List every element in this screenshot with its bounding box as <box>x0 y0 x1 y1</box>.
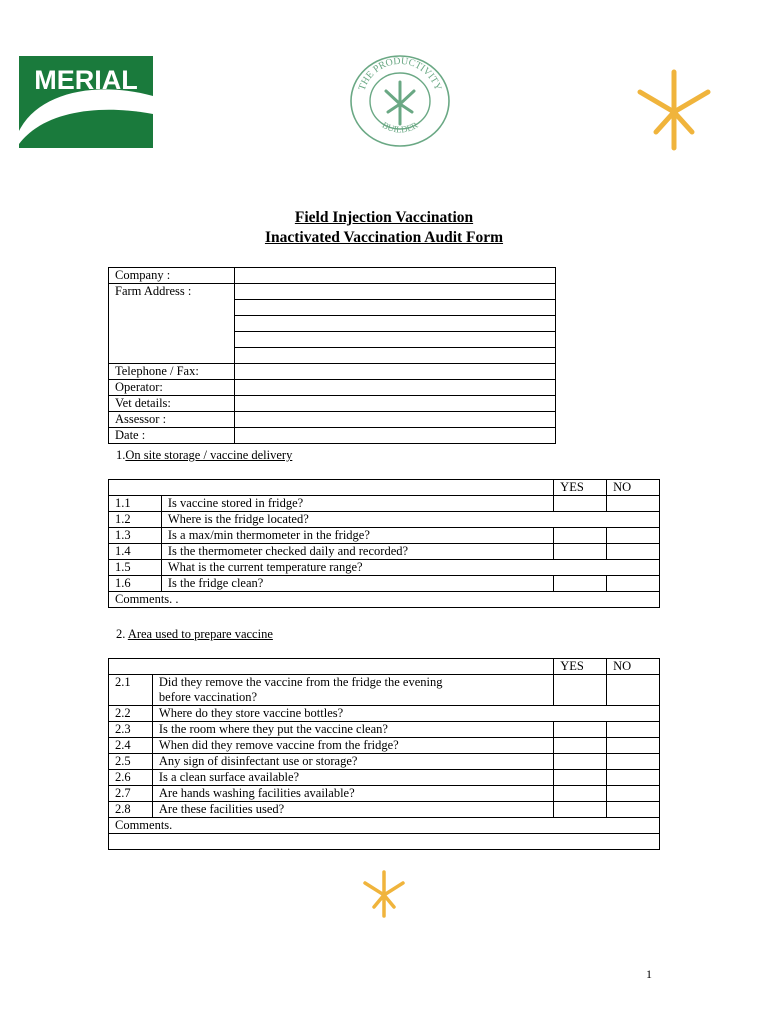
no-cell[interactable] <box>607 802 660 818</box>
row-question-line1: Did they remove the vaccine from the fridge the evening <box>158 675 443 689</box>
no-cell[interactable] <box>607 786 660 802</box>
row-question: Is the room where they put the vaccine clean? <box>152 722 553 738</box>
yes-cell[interactable] <box>554 802 607 818</box>
farm-address-field-5[interactable] <box>234 348 555 364</box>
table-row <box>109 754 660 770</box>
yes-cell[interactable] <box>554 786 607 802</box>
row-number: 1.4 <box>109 544 162 560</box>
farm-address-label: Farm Address : <box>109 284 235 364</box>
operator-field[interactable] <box>234 380 555 396</box>
row-number: 1.2 <box>109 512 162 528</box>
vet-details-field[interactable] <box>234 396 555 412</box>
row-question: Where is the fridge located? <box>161 512 659 528</box>
row-question: Is the fridge clean? <box>161 576 553 592</box>
no-cell[interactable] <box>607 576 660 592</box>
no-cell[interactable] <box>607 544 660 560</box>
row-question: Where do they store vaccine bottles? <box>152 706 659 722</box>
section1-comments[interactable]: Comments. . <box>109 592 660 608</box>
row-number: 1.5 <box>109 560 162 576</box>
yes-cell[interactable] <box>554 675 607 706</box>
yes-cell[interactable] <box>554 544 607 560</box>
page-number: 1 <box>646 967 652 981</box>
row-number: 2.6 <box>109 770 153 786</box>
row-question: Is vaccine stored in fridge? <box>161 496 553 512</box>
row-question <box>152 675 553 706</box>
row-number: 1.3 <box>109 528 162 544</box>
form-title-line1: Field Injection Vaccination <box>294 209 474 226</box>
svg-text:MERIAL: MERIAL <box>34 65 138 95</box>
section1-heading <box>116 448 292 463</box>
section1-table <box>108 479 660 608</box>
section1-number: 1. <box>116 448 126 462</box>
table-row <box>109 576 660 592</box>
yes-header: YES <box>554 480 607 496</box>
svg-text:THE PRODUCTIVITY: THE PRODUCTIVITY <box>356 55 444 93</box>
table-row <box>109 512 660 528</box>
row-number: 2.8 <box>109 802 153 818</box>
farm-address-field-4[interactable] <box>234 332 555 348</box>
farm-address-field-2[interactable] <box>234 300 555 316</box>
yes-cell[interactable] <box>554 496 607 512</box>
row-number: 2.7 <box>109 786 153 802</box>
telephone-label: Telephone / Fax: <box>109 364 235 380</box>
table-row <box>109 802 660 818</box>
row-question: Is the thermometer checked daily and recorded? <box>161 544 553 560</box>
info-table <box>108 267 556 444</box>
chicken-foot-bottom-icon <box>362 869 406 919</box>
vet-details-label: Vet details: <box>109 396 235 412</box>
date-label: Date : <box>109 428 235 444</box>
row-number: 2.2 <box>109 706 153 722</box>
svg-text:BUILDER: BUILDER <box>380 119 420 135</box>
merial-logo <box>19 56 153 148</box>
no-cell[interactable] <box>607 754 660 770</box>
row-number: 1.1 <box>109 496 162 512</box>
no-header: NO <box>607 659 660 675</box>
row-number: 2.5 <box>109 754 153 770</box>
telephone-field[interactable] <box>234 364 555 380</box>
section2-header-blank <box>109 659 554 675</box>
yes-cell[interactable] <box>554 770 607 786</box>
table-row <box>109 528 660 544</box>
operator-label: Operator: <box>109 380 235 396</box>
section2-table <box>108 658 660 850</box>
row-question: Are these facilities used? <box>152 802 553 818</box>
no-cell[interactable] <box>607 722 660 738</box>
table-row <box>109 496 660 512</box>
row-question: Any sign of disinfectant use or storage? <box>152 754 553 770</box>
yes-cell[interactable] <box>554 528 607 544</box>
assessor-label: Assessor : <box>109 412 235 428</box>
row-number: 2.4 <box>109 738 153 754</box>
table-row <box>109 722 660 738</box>
no-cell[interactable] <box>607 770 660 786</box>
row-question: Is a clean surface available? <box>152 770 553 786</box>
no-header: NO <box>607 480 660 496</box>
table-row <box>109 544 660 560</box>
no-cell[interactable] <box>607 675 660 706</box>
assessor-field[interactable] <box>234 412 555 428</box>
section2-title: Area used to prepare vaccine <box>127 627 273 641</box>
section2-number: 2. <box>116 627 126 641</box>
section2-heading <box>116 627 273 642</box>
row-question: Is a max/min thermometer in the fridge? <box>161 528 553 544</box>
table-row <box>109 675 660 706</box>
table-row <box>109 706 660 722</box>
yes-cell[interactable] <box>554 722 607 738</box>
chicken-foot-icon <box>636 68 712 152</box>
company-field[interactable] <box>234 268 555 284</box>
no-cell[interactable] <box>607 738 660 754</box>
row-number: 2.3 <box>109 722 153 738</box>
company-label: Company : <box>109 268 235 284</box>
table-row <box>109 560 660 576</box>
form-title-line2: Inactivated Vaccination Audit Form <box>264 229 504 246</box>
farm-address-field-3[interactable] <box>234 316 555 332</box>
table-row <box>109 738 660 754</box>
row-question: When did they remove vaccine from the fridge? <box>152 738 553 754</box>
yes-cell[interactable] <box>554 576 607 592</box>
yes-header: YES <box>554 659 607 675</box>
row-question: What is the current temperature range? <box>161 560 659 576</box>
yes-cell[interactable] <box>554 754 607 770</box>
section2-comments-line[interactable] <box>109 834 660 850</box>
section1-title: On site storage / vaccine delivery <box>125 448 293 462</box>
date-field[interactable] <box>234 428 555 444</box>
farm-address-field-1[interactable] <box>234 284 555 300</box>
table-row <box>109 770 660 786</box>
no-cell[interactable] <box>607 496 660 512</box>
section1-header-blank <box>109 480 554 496</box>
productivity-builder-seal <box>349 54 451 148</box>
no-cell[interactable] <box>607 528 660 544</box>
row-number: 2.1 <box>109 675 153 706</box>
section2-comments[interactable]: Comments. <box>109 818 660 834</box>
row-question: Are hands washing facilities available? <box>152 786 553 802</box>
row-number: 1.6 <box>109 576 162 592</box>
table-row <box>109 786 660 802</box>
row-question-line2: before vaccination? <box>158 690 258 704</box>
yes-cell[interactable] <box>554 738 607 754</box>
